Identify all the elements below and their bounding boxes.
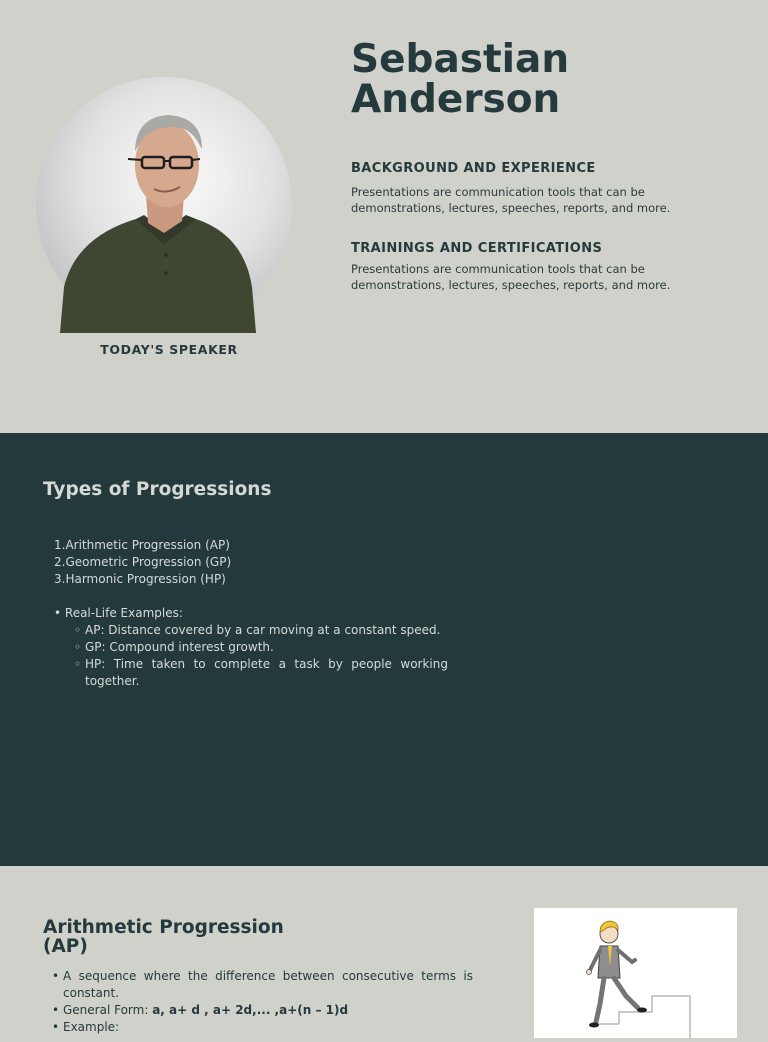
ap-bullet-example: • Example: [52,1020,120,1034]
types-slide [0,433,768,866]
ap-bullets [52,968,473,1036]
speaker-last-name: Anderson [351,77,561,122]
ap-slide [0,866,768,1034]
speaker-slide [0,0,768,433]
example-item: ◦ HP: Time taken to complete a task by people working together. [74,657,448,688]
background-text: Presentations are communication tools that can be demonstrations, lectures, speeches, reports, and more. [351,185,671,215]
todays-speaker-label: TODAY'S SPEAKER [100,342,238,357]
ap-formula: a, a+ d , a+ 2d,... ,a+(n – 1)d [152,1003,349,1017]
type-item-gp: 2.Geometric Progression (GP) [54,555,232,569]
examples-label: • Real-Life Examples: [54,606,183,620]
ap-bullet-general-form: • General Form: a, a+ d , a+ 2d,... ,a+(n – 1)d [52,1003,349,1017]
background-heading: BACKGROUND AND EXPERIENCE [351,161,596,176]
speaker-name [351,37,570,122]
trainings-heading: TRAININGS AND CERTIFICATIONS [351,241,603,256]
type-item-hp: 3.Harmonic Progression (HP) [54,572,226,586]
types-list [54,537,448,690]
ap-bullet-definition: • A sequence where the difference between consecutive terms is constant. [52,969,473,1000]
speaker-first-name: Sebastian [351,37,570,82]
types-title: Types of Progressions [43,479,272,500]
type-item-ap: 1.Arithmetic Progression (AP) [54,538,230,552]
example-item: ◦ GP: Compound interest growth. [74,640,274,654]
example-item: ◦ AP: Distance covered by a car moving at a constant speed. [74,623,441,637]
trainings-text: Presentations are communication tools that can be demonstrations, lectures, speeches, reports, and more. [351,262,671,292]
speaker-photo [36,77,292,333]
ap-title: Arithmetic Progression (AP) [43,917,284,957]
stairs-climber-illustration [534,908,737,1038]
